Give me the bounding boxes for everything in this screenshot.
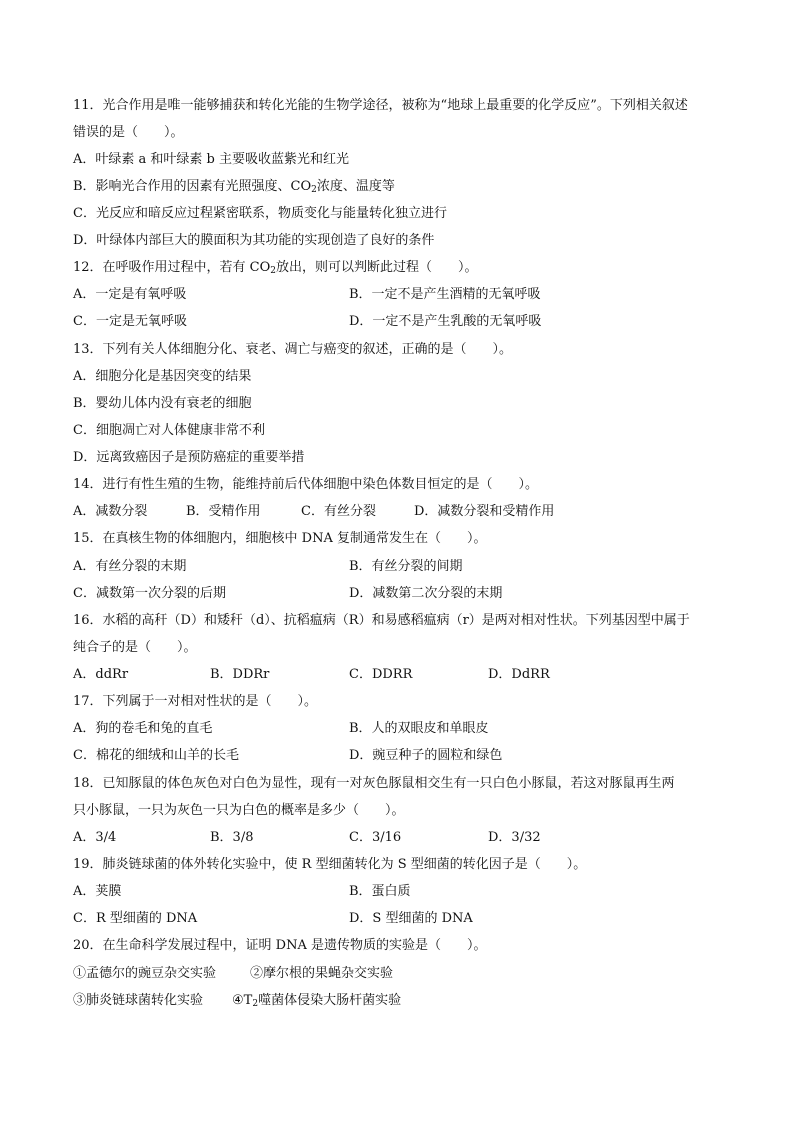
question-11-option-a: A．叶绿素 a 和叶绿素 b 主要吸收蓝紫光和红光 (73, 152, 349, 167)
question-20-item-4 (232, 992, 401, 1013)
question-11-stem-line2: 错误的是（ ）。 (73, 125, 184, 140)
question-16-stem-line2: 纯合子的是（ ）。 (73, 640, 197, 655)
question-20-item-4-text-rest: 噬菌体侵染大肠杆菌实验 (258, 993, 402, 1008)
question-15-stem: 15．在真核生物的体细胞内，细胞核中 DNA 复制通常发生在（ ）。 (73, 531, 487, 546)
question-11-option-b (73, 178, 395, 199)
question-17-stem: 17．下列属于一对相对性状的是（ ）。 (73, 694, 318, 709)
question-14-option-a: A．减数分裂 (73, 504, 148, 519)
question-20-item-3: ③肺炎链球菌转化实验 (73, 993, 204, 1008)
question-12-option-d: D．一定不是产生乳酸的无氧呼吸 (349, 314, 542, 329)
question-12-option-c: C．一定是无氧呼吸 (73, 314, 187, 329)
question-16-option-b: B．DDRr (210, 667, 270, 682)
question-11-option-d: D．叶绿体内部巨大的膜面积为其功能的实现创造了良好的条件 (73, 233, 435, 248)
question-17-option-b: B．人的双眼皮和单眼皮 (349, 721, 489, 736)
question-16-stem-line1: 16．水稻的高秆（D）和矮秆（d）、抗稻瘟病（R）和易感稻瘟病（r）是两对相对性状。下列基因型中属于 (73, 613, 690, 628)
question-15-option-d: D．减数第二次分裂的末期 (349, 586, 503, 601)
question-11-option-b-text: B．影响光合作用的因素有光照强度、CO (73, 179, 312, 194)
question-19-option-c: C．R 型细菌的 DNA (73, 911, 198, 926)
question-14-stem: 14．进行有性生殖的生物，能维持前后代体细胞中染色体数目恒定的是（ ）。 (73, 477, 539, 492)
question-12-stem-text-rest: 放出，则可以判断此过程（ ）。 (276, 260, 478, 275)
question-20-item-1: ①孟德尔的豌豆杂交实验 (73, 966, 217, 981)
question-20-item-4-subscript: 2 (252, 999, 259, 1009)
question-11-option-b-text-rest: 浓度、温度等 (316, 179, 395, 194)
question-18-option-d: D．3/32 (488, 830, 541, 845)
question-12-option-a: A．一定是有氧呼吸 (73, 287, 187, 302)
question-16-option-a: A．ddRr (73, 667, 129, 682)
question-18-option-c: C．3/16 (349, 830, 402, 845)
question-13-option-d: D．远离致癌因子是预防癌症的重要举措 (73, 450, 305, 465)
question-16-option-c: C．DDRR (349, 667, 413, 682)
question-20-stem: 20．在生命科学发展过程中，证明 DNA 是遗传物质的实验是（ ）。 (73, 938, 487, 953)
question-13-option-b: B．婴幼儿体内没有衰老的细胞 (73, 396, 252, 411)
question-20-item-2: ②摩尔根的果蝇杂交实验 (250, 966, 394, 981)
question-11-option-c: C．光反应和暗反应过程紧密联系，物质变化与能量转化独立进行 (73, 206, 447, 221)
question-15-option-b: B．有丝分裂的间期 (349, 559, 463, 574)
question-14-option-b: B．受精作用 (186, 504, 261, 519)
question-15-option-a: A．有丝分裂的末期 (73, 559, 187, 574)
question-13-option-c: C．细胞凋亡对人体健康非常不利 (73, 423, 265, 438)
question-18-option-a: A．3/4 (73, 830, 117, 845)
question-13-stem: 13．下列有关人体细胞分化、衰老、凋亡与癌变的叙述，正确的是（ ）。 (73, 342, 513, 357)
question-12-stem-subscript: 2 (270, 266, 277, 276)
question-19-stem: 19．肺炎链球菌的体外转化实验中，使 R 型细菌转化为 S 型细菌的转化因子是（ ）。 (73, 857, 587, 872)
question-16-option-d: D．DdRR (488, 667, 550, 682)
question-17-option-c: C．棉花的细绒和山羊的长毛 (73, 748, 239, 763)
question-14-option-c: C．有丝分裂 (301, 504, 376, 519)
question-19-option-a: A．荚膜 (73, 884, 122, 899)
question-18-stem-line1: 18．已知豚鼠的体色灰色对白色为显性，现有一对灰色豚鼠相交生有一只白色小豚鼠，若这对豚鼠再生两 (73, 776, 675, 791)
question-19-option-b: B．蛋白质 (349, 884, 411, 899)
question-12-stem (73, 259, 478, 280)
question-11-stem-line1: 11．光合作用是唯一能够捕获和转化光能的生物学途径，被称为“地球上最重要的化学反应”。下列相关叙述 (73, 98, 688, 113)
question-12-option-b: B．一定不是产生酒精的无氧呼吸 (349, 287, 541, 302)
question-13-option-a: A．细胞分化是基因突变的结果 (73, 369, 252, 384)
question-20-item-4-text: ④T (232, 993, 253, 1008)
question-12-stem-text: 12．在呼吸作用过程中，若有 CO (73, 260, 271, 275)
question-19-option-d: D．S 型细菌的 DNA (349, 911, 473, 926)
question-17-option-d: D．豌豆种子的圆粒和绿色 (349, 748, 503, 763)
question-14-option-d: D．减数分裂和受精作用 (414, 504, 555, 519)
question-18-stem-line2: 只小豚鼠，一只为灰色一只为白色的概率是多少（ ）。 (73, 803, 405, 818)
question-11-option-b-subscript: 2 (311, 185, 317, 195)
question-15-option-c: C．减数第一次分裂的后期 (73, 586, 226, 601)
question-18-option-b: B．3/8 (210, 830, 254, 845)
question-17-option-a: A．狗的卷毛和兔的直毛 (73, 721, 213, 736)
